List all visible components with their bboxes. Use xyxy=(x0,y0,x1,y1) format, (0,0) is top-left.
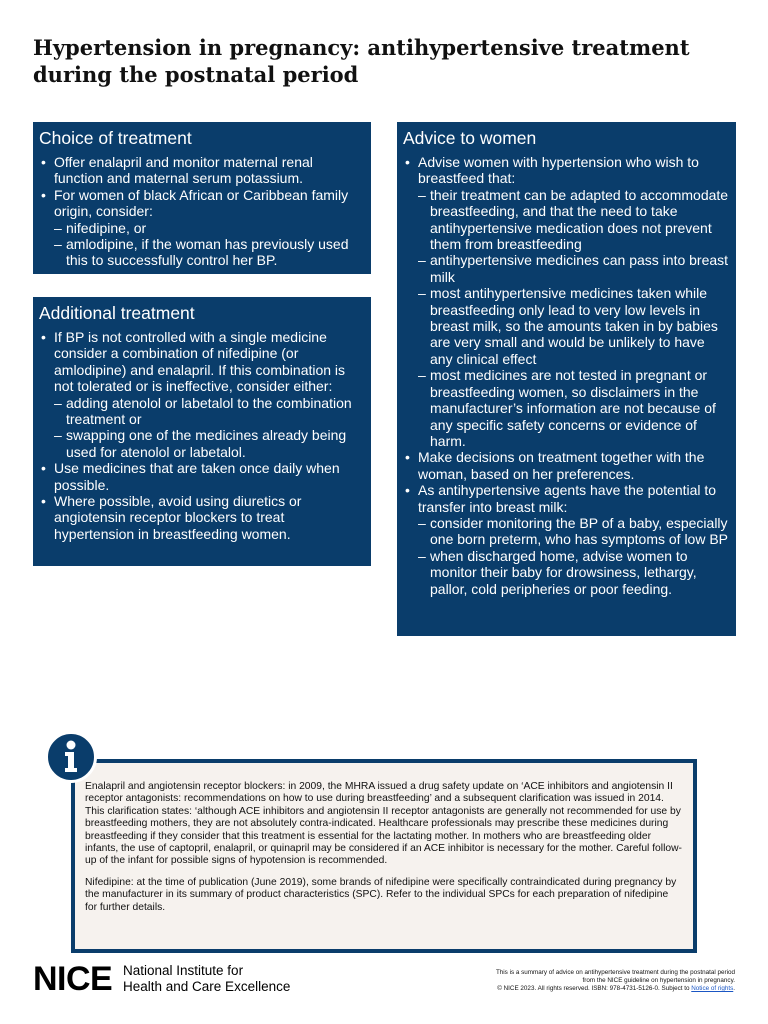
sub-list xyxy=(418,187,730,450)
sub-list-item: – antihypertensive medicines can pass into breast milk xyxy=(418,252,730,285)
footer-note-line xyxy=(435,985,735,993)
sub-list xyxy=(54,220,365,269)
sub-list-item: – most antihypertensive medicines taken while breastfeeding only lead to very low levels in breast milk, so the amounts taken in by babies are very small and would be unlikely to have any clinical effect xyxy=(418,285,730,367)
sub-list xyxy=(54,395,365,461)
list-item xyxy=(39,329,365,460)
bullet-text: Use medicines that are taken once daily when possible. xyxy=(54,460,340,493)
list-item xyxy=(403,449,730,482)
list-item xyxy=(39,460,365,493)
list-item xyxy=(39,154,365,187)
sub-list xyxy=(418,515,730,597)
choice-of-treatment-panel xyxy=(33,122,371,274)
footer-note-line: from the NICE guideline on hypertension in pregnancy. xyxy=(582,977,735,984)
bullet-list xyxy=(39,329,365,542)
bullet-list xyxy=(39,154,365,269)
info-icon xyxy=(45,731,97,783)
organisation-name-line: Health and Care Excellence xyxy=(123,979,291,994)
list-item xyxy=(39,493,365,542)
bullet-text: If BP is not controlled with a single medicine consider a combination of nifedipine (or amlodipine) and enalapril. If this combination is not tolerated or is ineffective, consider either: xyxy=(54,329,346,395)
advice-to-women-panel xyxy=(397,122,736,636)
sub-list-item: – their treatment can be adapted to accommodate breastfeeding, and that the need to take antihypertensive medication does not prevent them from breastfeeding xyxy=(418,187,730,253)
sub-list-item: – swapping one of the medicines already being used for atenolol or labetalol. xyxy=(54,427,365,460)
list-item xyxy=(39,187,365,269)
copyright-text: © NICE 2023. All rights reserved. ISBN: 978-4731-5126-0. Subject to xyxy=(497,985,690,992)
additional-treatment-panel xyxy=(33,297,371,566)
sub-list-item: – most medicines are not tested in pregnant or breastfeeding women, so disclaimers in the manufacturer’s information are not because of any specific safety concerns or evidence of harm. xyxy=(418,367,730,449)
sub-list-item: – when discharged home, advise women to monitor their baby for drowsiness, lethargy, pallor, cold peripheries or poor feeding. xyxy=(418,548,730,597)
page-title: Hypertension in pregnancy: antihypertensive treatment during the postnatal period xyxy=(33,35,690,87)
bullet-text: For women of black African or Caribbean family origin, consider: xyxy=(54,186,349,220)
list-item xyxy=(403,154,730,449)
sub-list-item: – adding atenolol or labetalol to the combination treatment or xyxy=(54,395,365,428)
notice-of-rights-link[interactable]: Notice of rights xyxy=(691,985,734,992)
bullet-text: Offer enalapril and monitor maternal renal function and maternal serum potassium. xyxy=(54,154,313,187)
sub-list-item: – amlodipine, if the woman has previously used this to successfully control her BP. xyxy=(54,236,365,269)
info-paragraph-enalapril: Enalapril and angiotensin receptor blockers: in 2009, the MHRA issued a drug safety update on ‘ACE inhibitors and angiotensin II receptor antagonists: recommendations on how to use during breastfeeding’ and a subsequent clarification was issued in 2014. This clarification states: ‘although ACE inhibitors and angiotensin II receptor antagonists are generally not recommended for use by breastfeeding mothers, they are not absolutely contra-indicated. Healthcare professionals may prescribe these medicines during breastfeeding if they consider that this treatment is essential for the lactating mother. In mothers who are breastfeeding older infants, the use of captopril, enalapril, or quinapril may be considered if an ACE inhibitor is necessary for the mother. Careful follow-up of the infant for possible signs of hypotension is recommended. xyxy=(85,781,682,867)
list-item xyxy=(403,482,730,597)
bullet-list xyxy=(403,154,730,597)
nice-logo: NICE xyxy=(33,960,113,998)
footer-note xyxy=(435,969,735,993)
panel-heading: Advice to women xyxy=(403,128,537,148)
sub-list-item: – consider monitoring the BP of a baby, especially one born preterm, who has symptoms of low BP xyxy=(418,515,730,548)
footer-note-line: This is a summary of advice on antihypertensive treatment during the postnatal period xyxy=(495,969,735,976)
bullet-text: Where possible, avoid using diuretics or angiotensin receptor blockers to treat hypertension in breastfeeding women. xyxy=(54,493,302,542)
organisation-name xyxy=(123,963,290,995)
bullet-text: Advise women with hypertension who wish to breastfeed that: xyxy=(418,154,699,187)
sub-list-item: – nifedipine, or xyxy=(54,220,365,236)
panel-heading: Additional treatment xyxy=(39,303,195,323)
organisation-name-line: National Institute for xyxy=(123,963,244,978)
bullet-text: As antihypertensive agents have the potential to transfer into breast milk: xyxy=(418,482,717,515)
bullet-text: Make decisions on treatment together with the woman, based on her preferences. xyxy=(418,449,705,482)
info-note-box xyxy=(71,759,697,953)
footer-note-end: . xyxy=(733,985,735,992)
info-paragraph-nifedipine: Nifedipine: at the time of publication (June 2019), some brands of nifedipine were specifically contraindicated during pregnancy by the manufacturer in its summary of product characteristics (SPC). Refer to the individual SPCs for each preparation of nifedipine for further details. xyxy=(85,876,677,913)
panel-heading: Choice of treatment xyxy=(39,128,192,148)
